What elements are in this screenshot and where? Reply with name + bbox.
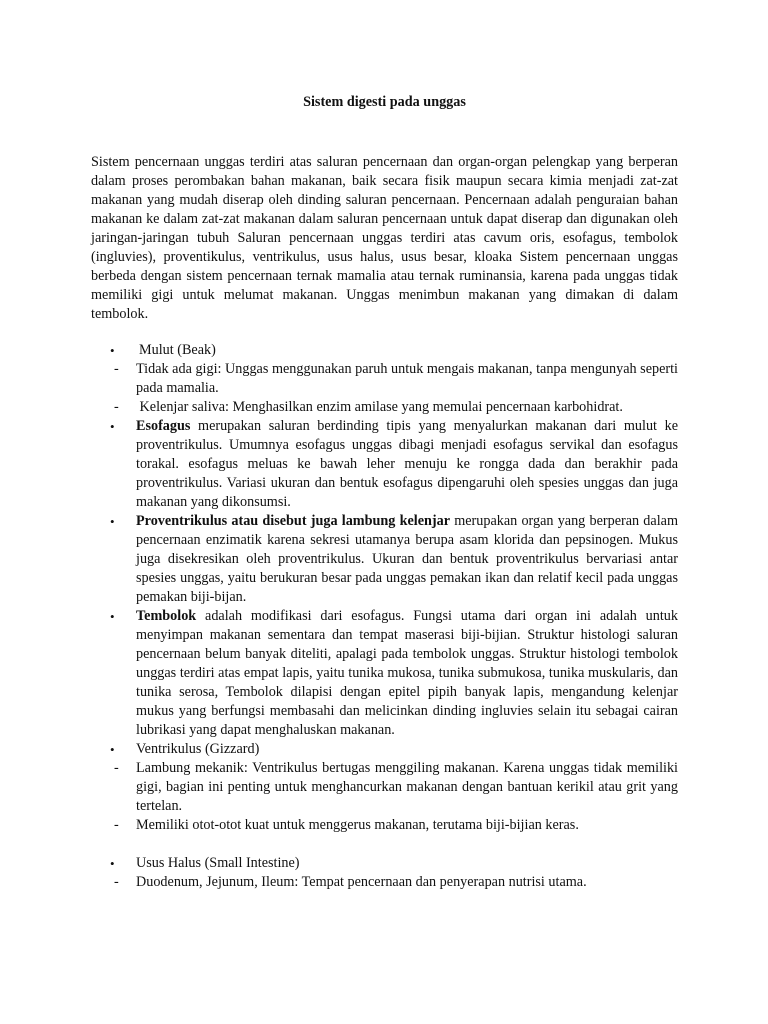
list-item-usus-halus bbox=[91, 854, 678, 892]
ventrikulus-heading: Ventrikulus (Gizzard) bbox=[136, 741, 260, 757]
dash-icon: - bbox=[114, 399, 119, 415]
mulut-sublist bbox=[114, 360, 678, 417]
bullet-icon: • bbox=[110, 742, 115, 757]
proventrikulus-term: Proventrikulus atau disebut juga lambung kelenjar bbox=[136, 513, 451, 529]
sub-item bbox=[114, 398, 678, 417]
list-item-mulut bbox=[91, 341, 678, 417]
proventrikulus-text: merupakan organ yang berperan dalam pencernaan enzimatik karena sekresi utamanya berupa asam klorida dan pepsinogen. Mukus juga disekresikan oleh proventrikulus. Ukuran dan bentuk proventrikulus bervariasi antar spesies unggas, yaitu berukuran besar pada unggas pemakan ikan dan relatif kecil pada unggas pemakan biji-bijan. bbox=[136, 513, 678, 605]
list-item-esofagus bbox=[91, 417, 678, 512]
list-item-tembolok bbox=[91, 607, 678, 740]
sub-item-text: Memiliki otot-otot kuat untuk menggerus makanan, terutama biji-bijian keras. bbox=[136, 817, 579, 833]
sub-item bbox=[114, 360, 678, 398]
organ-list bbox=[91, 341, 678, 892]
usus-halus-heading: Usus Halus (Small Intestine) bbox=[136, 855, 300, 871]
sub-item bbox=[114, 816, 678, 835]
bullet-icon: • bbox=[110, 514, 115, 529]
ventrikulus-sublist bbox=[114, 759, 678, 835]
spacer bbox=[91, 835, 678, 854]
dash-icon: - bbox=[114, 361, 119, 377]
intro-paragraph: Sistem pencernaan unggas terdiri atas saluran pencernaan dan organ-organ pelengkap yang berperan dalam proses perombakan bahan makanan, baik secara fisik maupun secara kimia menjadi zat-zat makanan yang mudah diserap oleh dinding saluran pencernaan. Pencernaan adalah penguraian bahan makanan ke dalam zat-zat makanan dalam saluran pencernaan untuk dapat diserap dan digunakan oleh jaringan-jaringan tubuh Saluran pencernaan unggas terdiri atas cavum oris, esofagus, tembolok (ingluvies), proventikulus, ventrikulus, usus halus, usus besar, kloaka Sistem pencernaan unggas berbeda dengan sistem pencernaan ternak mamalia atau ternak ruminansia, karena pada unggas tidak memiliki gigi untuk melumat makanan. Unggas menimbun makanan yang dimakan di dalam tembolok. bbox=[91, 154, 678, 322]
dash-icon: - bbox=[114, 874, 119, 890]
sub-item-text: Kelenjar saliva: Menghasilkan enzim amilase yang memulai pencernaan karbohidrat. bbox=[136, 399, 623, 415]
sub-item-text: Tidak ada gigi: Unggas menggunakan paruh untuk mengais makanan, tanpa mengunyah seperti pada mamalia. bbox=[136, 361, 678, 396]
dash-icon: - bbox=[114, 817, 119, 833]
dash-icon: - bbox=[114, 760, 119, 776]
list-item-proventrikulus bbox=[91, 512, 678, 607]
sub-item-text: Lambung mekanik: Ventrikulus bertugas menggiling makanan. Karena unggas tidak memiliki gigi, bagian ini penting untuk menghancurkan makanan dengan bantuan kerikil atau grit yang tertelan. bbox=[136, 760, 678, 814]
usus-halus-sublist bbox=[114, 873, 678, 892]
esofagus-term: Esofagus bbox=[136, 418, 191, 434]
esofagus-text: merupakan saluran berdinding tipis yang menyalurkan makanan dari mulut ke proventrikulus. Umumnya esofagus unggas dibagi menjadi esofagus servikal dan esofagus torakal. esofagus meluas ke bawah leher menuju ke rongga dada dan berakhir pada proventrikulus. Variasi ukuran dan bentuk esofagus dipengaruhi oleh spesies unggas dan juga makanan yang dikonsumsi. bbox=[136, 418, 678, 510]
sub-item bbox=[114, 873, 678, 892]
bullet-icon: • bbox=[110, 343, 115, 358]
document-title: Sistem digesti pada unggas bbox=[303, 94, 466, 110]
tembolok-text: adalah modifikasi dari esofagus. Fungsi utama dari organ ini adalah untuk menyimpan makanan sementara dan tempat maserasi biji-bijian. Struktur histologi saluran pencernaan belum banyak diteliti, apalagi pada tembolok unggas. Struktur histologi tembolok unggas terdiri atas empat lapis, yaitu tunika mukosa, tunika submukosa, tunika muskularis, dan tunika serosa, Tembolok dilapisi dengan epitel pipih banyak lapis, mengandung kelenjar mukus yang berfungsi membasahi dan melicinkan dinding ingluvies selain itu sebagai cairan lubrikasi yang dapat menghaluskan makanan. bbox=[136, 608, 678, 738]
tembolok-term: Tembolok bbox=[136, 608, 197, 624]
bullet-icon: • bbox=[110, 609, 115, 624]
sub-item-text: Duodenum, Jejunum, Ileum: Tempat pencernaan dan penyerapan nutrisi utama. bbox=[136, 874, 587, 890]
bullet-icon: • bbox=[110, 419, 115, 434]
sub-item bbox=[114, 759, 678, 816]
list-item-ventrikulus bbox=[91, 740, 678, 835]
bullet-icon: • bbox=[110, 856, 115, 871]
mulut-heading: Mulut (Beak) bbox=[139, 342, 216, 358]
